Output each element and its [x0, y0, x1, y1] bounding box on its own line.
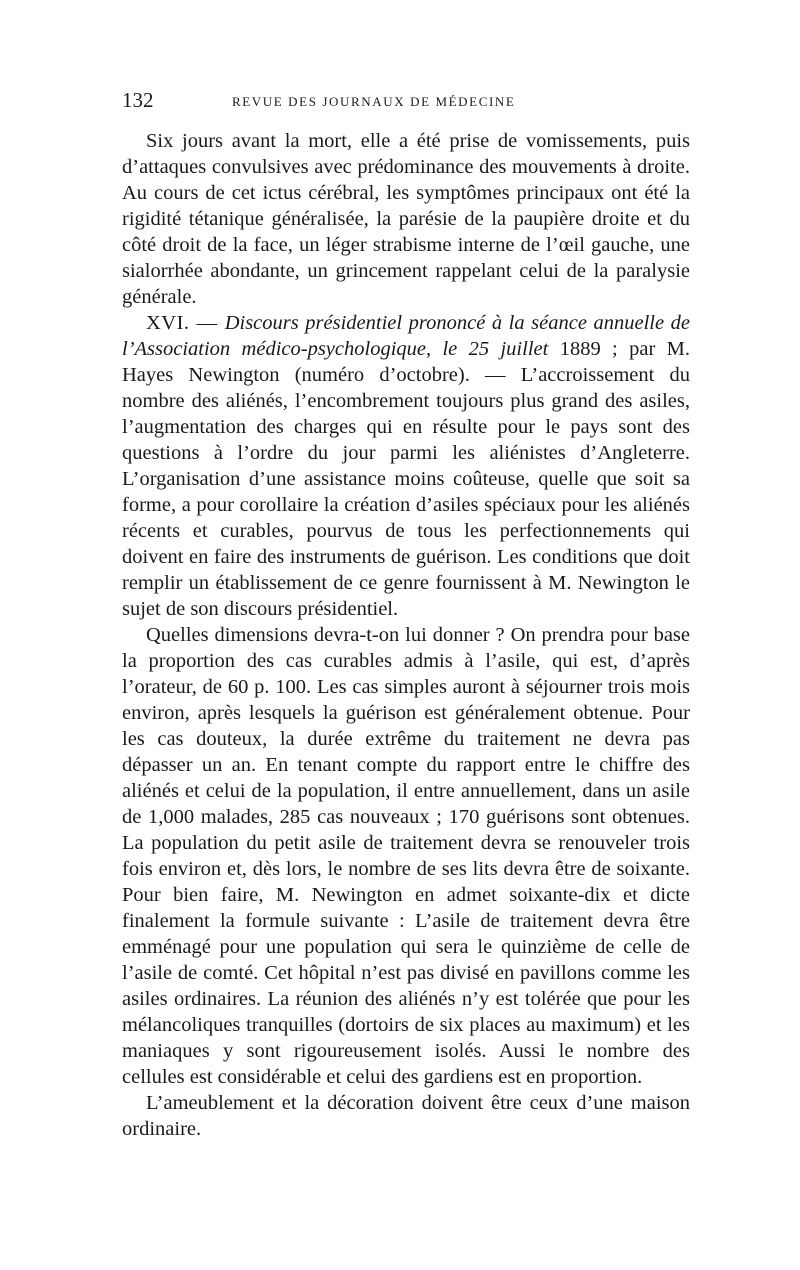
paragraph-4: L’ameublement et la décoration doivent être ceux d’une maison ordinaire.	[122, 1092, 690, 1140]
running-head: REVUE DES JOURNAUX DE MÉDECINE	[232, 94, 516, 109]
page-number: 132	[122, 88, 154, 112]
body-text	[122, 128, 690, 1142]
paragraph-1: Six jours avant la mort, elle a été prise de vomissements, puis d’attaques convulsives avec prédominance des mouvements à droite. Au cours de cet ictus cérébral, les symptômes principaux ont été la rigidité tétanique généralisée, la parésie de la paupière droite et du côté droit de la face, un léger strabisme interne de l’œil gauche, une sialorrhée abondante, un grincement rappelant celui de la paralysie générale.	[122, 130, 690, 308]
article-title: Discours présidentiel prononcé à la séance annuelle de l’Association médico-psychologique, le 25 juillet	[122, 312, 691, 360]
paragraph-2-text: 1889 ; par M. Hayes Newington (numéro d’octobre). — L’accroissement du nombre des aliénés, l’encombrement toujours plus grand des asiles, l’augmentation des charges qui en résulte pour le pays sont des questions à l’ordre du jour parmi les aliénistes d’Angleterre. L’organisation d’une assistance moins coûteuse, quelle que soit sa forme, a pour corollaire la création d’asiles spéciaux pour les aliénés récents et curables, pourvus de tous les perfectionnements qui doivent en faire des instruments de guérison. Les conditions que doit remplir un établissement de ce genre fournissent à M. Newington le sujet de son discours présidentiel.	[122, 338, 690, 620]
paragraph-3: Quelles dimensions devra-t-on lui donner ? On prendra pour base la proportion des cas curables admis à l’asile, qui est, d’après l’orateur, de 60 p. 100. Les cas simples auront à séjourner trois mois environ, après lesquels la guérison est généralement obtenue. Pour les cas douteux, la durée extrême du traitement ne devra pas dépasser un an. En tenant compte du rapport entre le chiffre des aliénés et celui de la population, il entre annuellement, dans un asile de 1,000 malades, 285 cas nouveaux ; 170 guérisons sont obtenues. La population du petit asile de traitement devra se renouveler trois fois environ et, dès lors, le nombre de ses lits devra être de soixante. Pour bien faire, M. Newington en admet soixante-dix et dicte finalement la formule suivante : L’asile de traitement devra être emménagé pour une population qui sera le quinzième de celle de l’asile de comté. Cet hôpital n’est pas divisé en pavillons comme les asiles ordinaires. La réunion des aliénés n’y est tolérée que pour les mélancoliques tranquilles (dortoirs de six places au maximum) et les maniaques y sont rigoureusement isolés. Aussi le nombre des cellules est considérable et celui des gardiens est en proportion.	[122, 624, 690, 1088]
page-header	[122, 88, 690, 118]
document-page	[122, 88, 690, 1142]
section-number: XVI. —	[146, 312, 225, 334]
paragraph-2	[122, 310, 690, 622]
